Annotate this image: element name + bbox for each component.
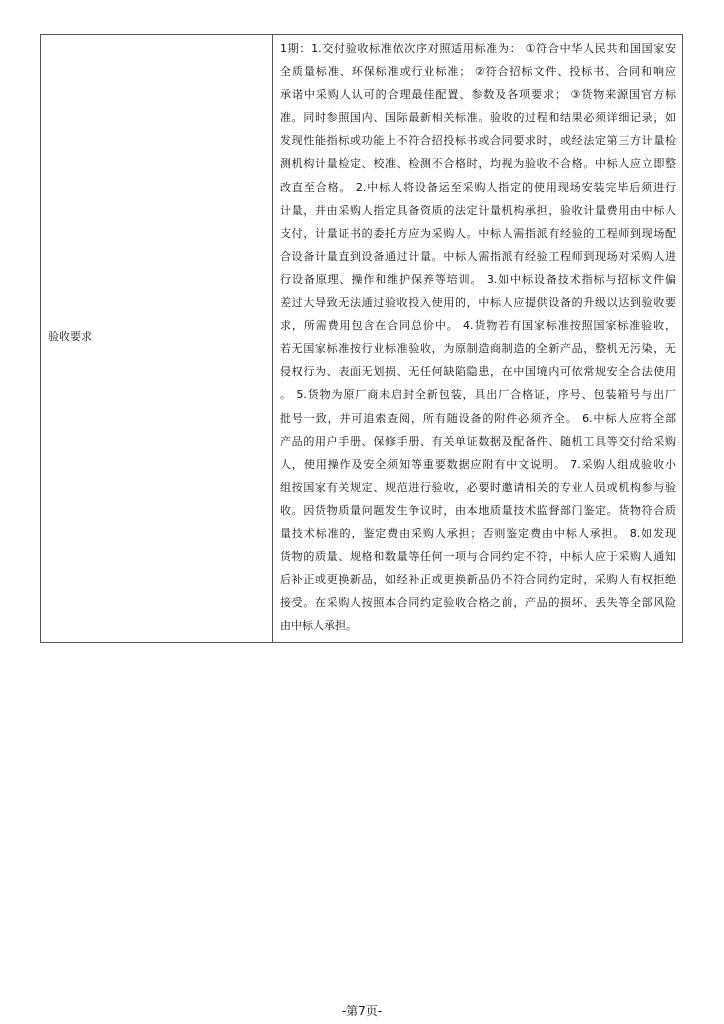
content-line: 收。因货物质量问题发生争议时，由本地质量技术监督部门鉴定。货物符合质 [280, 503, 676, 517]
content-line: 发现性能指标或功能上不符合招投标书或合同要求时，或经法定第三方计量检 [280, 134, 676, 148]
content-line: 差过大导致无法通过验收投入使用的，中标人应提供设备的升级以达到验收要 [280, 296, 676, 310]
content-line: 改直至合格。 2.中标人将设备运至采购人指定的使用现场安装完毕后须进行 [280, 180, 676, 194]
content-line: 承诺中采购人认可的合理最佳配置、参数及各项要求； ③货物来源国官方标 [280, 88, 676, 102]
content-line: 侵权行为、表面无划损、无任何缺陷隐患，在中国境内可依常规安全合法使用 [280, 365, 676, 379]
content-line: 行设备原理、操作和维护保养等培训。 3.如中标设备技术指标与招标文件偏 [280, 272, 676, 286]
content-line: 准。同时参照国内、国际最新相关标准。验收的过程和结果必须详细记录，如 [280, 111, 676, 125]
content-line: 支付，计量证书的委托方应为采购人。中标人需指派有经验的工程师到现场配 [280, 226, 676, 240]
content-line: 量技术标准的，鉴定费由采购人承担；否则鉴定费由中标人承担。 8.如发现 [280, 526, 676, 540]
content-line: 测机构计量检定、校准、检测不合格时，均视为验收不合格。中标人应立即整 [280, 157, 676, 171]
content-line: 人，使用操作及安全须知等重要数据应附有中文说明。 7.采购人组成验收小 [280, 457, 676, 471]
content-line: 由中标人承担。 [280, 619, 357, 633]
content-cell [273, 35, 682, 642]
content-line: 求，所需费用包含在合同总价中。 4.货物若有国家标准按照国家标准验收， [280, 319, 676, 333]
content-line: 组按国家有关规定、规范进行验收，必要时邀请相关的专业人员或机构参与验 [280, 480, 676, 494]
requirements-table [40, 34, 683, 643]
content-line: 若无国家标准按行业标准验收，为原制造商制造的全新产品，整机无污染，无 [280, 342, 676, 356]
content-line: 1期：1.交付验收标准依次序对照适用标准为： ①符合中华人民共和国国家安 [280, 42, 676, 55]
row-label: 验收要求 [48, 330, 92, 343]
content-line: 计量，并由采购人指定具备资质的法定计量机构承担，验收计量费用由中标人 [280, 203, 676, 217]
content-line: 全质量标准、环保标准或行业标准； ②符合招标文件、投标书、合同和响应 [280, 65, 676, 79]
content-line: 产品的用户手册、保修手册、有关单证数据及配备件、随机工具等交付给采购 [280, 434, 676, 448]
content-line: 接受。在采购人按照本合同约定验收合格之前，产品的损坏、丢失等全部风险 [280, 596, 676, 610]
content-line: 货物的质量、规格和数量等任何一项与合同约定不符，中标人应于采购人通知 [280, 550, 676, 564]
content-line: 合设备计量直到设备通过计量。中标人需指派有经验工程师到现场对采购人进 [280, 249, 676, 263]
content-line: 批号一致，并可追索查阅，所有随设备的附件必须齐全。 6.中标人应将全部 [280, 411, 676, 425]
content-line: 后补正或更换新品，如经补正或更换新品仍不符合同约定时，采购人有权拒绝 [280, 573, 676, 587]
label-cell [41, 35, 273, 642]
page-number: -第7页- [341, 1004, 383, 1018]
content-line: 。 5.货物为原厂商未启封全新包装，具出厂合格证，序号、包装箱号与出厂 [280, 388, 676, 402]
